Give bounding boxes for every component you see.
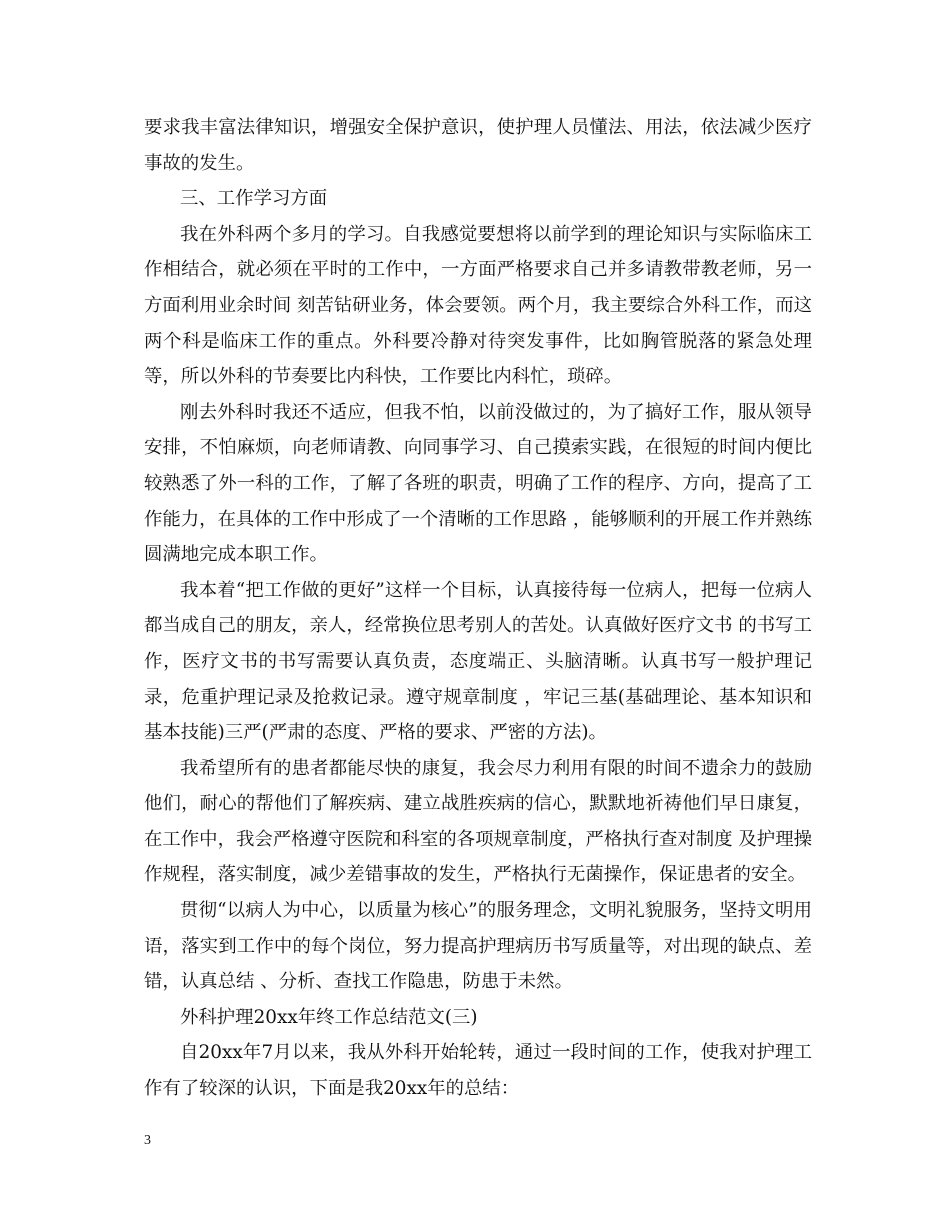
paragraph-9: 自20xx年7月以来，我从外科开始轮转，通过一段时间的工作，使我对护理工作有了较深的认识，下面是我20xx年的总结： (144, 1042, 812, 1100)
paragraph-6: 我希望所有的患者都能尽快的康复，我会尽力利用有限的时间不遗余力的鼓励他们，耐心的帮他们了解疾病、建立战胜疾病的信心，默默地祈祷他们早日康复，在工作中，我会严格遵守医院和科室的各项规章制度，严格执行查对制度 及护理操作规程，落实制度，减少差错事故的发生，严格执行无菌操作，保证患者的安全。 (144, 757, 812, 886)
article-title: 外科护理20xx年终工作总结范文(三) (180, 1006, 478, 1028)
document-body (144, 110, 812, 1107)
section-heading: 三、工作学习方面 (180, 188, 328, 210)
paragraph-5: 我本着“把工作做的更好”这样一个目标，认真接待每一位病人，把每一位病人都当成自己的朋友，亲人，经常换位思考别人的苦处。认真做好医疗文书 的书写工作，医疗文书的书写需要认真负责，态度端正、头脑清晰。认真书写一般护理记录，危重护理记录及抢救记录。遵守规章制度 ，牢记三基(基础理论、基本知识和基本技能)三严(严肃的态度、严格的要求、严密的方法)。 (144, 579, 812, 744)
page-number: 3 (144, 1133, 151, 1148)
paragraph-7: 贯彻“以病人为中心，以质量为核心”的服务理念，文明礼貌服务，坚持文明用语，落实到工作中的每个岗位，努力提高护理病历书写质量等，对出现的缺点、差错，认真总结 、分析、查找工作隐患，防患于未然。 (144, 900, 812, 993)
paragraph-4: 刚去外科时我还不适应，但我不怕，以前没做过的，为了搞好工作，服从领导安排，不怕麻烦，向老师请教、向同事学习、自己摸索实践，在很短的时间内便比较熟悉了外一科的工作，了解了各班的职责，明确了工作的程序、方向，提高了工作能力，在具体的工作中形成了一个清晰的工作思路 ，能够顺利的开展工作并熟练圆满地完成本职工作。 (144, 401, 812, 566)
paragraph-3: 我在外科两个多月的学习。自我感觉要想将以前学到的理论知识与实际临床工作相结合，就必须在平时的工作中，一方面严格要求自己并多请教带教老师，另一方面利用业余时间 刻苦钻研业务，体会要领。两个月，我主要综合外科工作，而这两个科是临床工作的重点。外科要冷静对待突发事件，比如胸管脱落的紧急处理等，所以外科的节奏要比内科快，工作要比内科忙，琐碎。 (144, 223, 812, 388)
paragraph-1: 要求我丰富法律知识，增强安全保护意识，使护理人员懂法、用法，依法减少医疗事故的发生。 (144, 117, 812, 174)
